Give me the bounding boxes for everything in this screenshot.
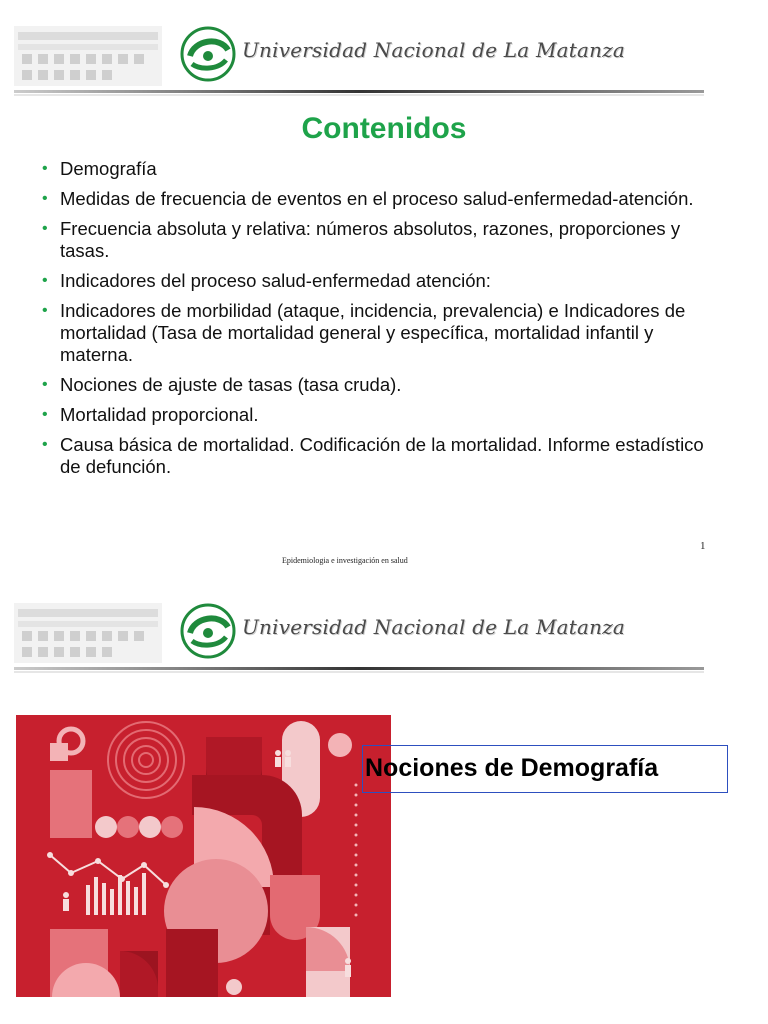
page-number: 1 xyxy=(700,540,706,552)
bullet-icon: • xyxy=(42,160,48,177)
bullet-icon: • xyxy=(42,302,48,319)
list-item xyxy=(40,374,720,396)
university-name: Universidad Nacional de La Matanza xyxy=(242,38,626,62)
slide-title: Contenidos xyxy=(301,112,467,145)
list-item-text: Nociones de ajuste de tasas (tasa cruda). xyxy=(60,374,402,395)
list-item-text: Demografía xyxy=(60,158,157,179)
list-item-text: Medidas de frecuencia de eventos en el proceso salud-enfermedad-atención. xyxy=(60,188,694,209)
header-banner xyxy=(14,595,704,675)
content-list xyxy=(40,158,720,486)
list-item xyxy=(40,218,720,262)
slide-title: Nociones de Demografía xyxy=(365,754,659,782)
bullet-icon: • xyxy=(42,406,48,423)
list-item xyxy=(40,300,720,366)
building-illustration xyxy=(14,22,164,88)
bullet-icon: • xyxy=(42,220,48,237)
university-logo-icon xyxy=(180,603,236,659)
demography-illustration xyxy=(16,715,391,997)
title-textbox xyxy=(362,745,728,793)
header-banner xyxy=(14,18,704,98)
university-logo-icon xyxy=(180,26,236,82)
bullet-icon: • xyxy=(42,436,48,453)
list-item xyxy=(40,434,720,478)
list-item xyxy=(40,404,720,426)
building-illustration xyxy=(14,599,164,665)
list-item-text: Indicadores de morbilidad (ataque, incidencia, prevalencia) e Indicadores de mortalidad (Tasa de mortalidad general y específica, mortalidad infantil y materna. xyxy=(60,300,686,365)
university-name: Universidad Nacional de La Matanza xyxy=(242,615,626,639)
list-item-text: Mortalidad proporcional. xyxy=(60,404,259,425)
header-divider xyxy=(14,88,704,98)
list-item xyxy=(40,270,720,292)
slide-nociones-demografia xyxy=(0,585,768,1024)
list-item-text: Causa básica de mortalidad. Codificación de la mortalidad. Informe estadístico de defunción. xyxy=(60,434,704,477)
list-item xyxy=(40,158,720,180)
list-item-text: Indicadores del proceso salud-enfermedad atención: xyxy=(60,270,491,291)
bullet-icon: • xyxy=(42,190,48,207)
bullet-icon: • xyxy=(42,272,48,289)
slide-footer: Epidemiologia e investigación en salud xyxy=(282,556,408,565)
list-item xyxy=(40,188,720,210)
bullet-icon: • xyxy=(42,376,48,393)
header-divider xyxy=(14,665,704,675)
list-item-text: Frecuencia absoluta y relativa: números absolutos, razones, proporciones y tasas. xyxy=(60,218,681,261)
